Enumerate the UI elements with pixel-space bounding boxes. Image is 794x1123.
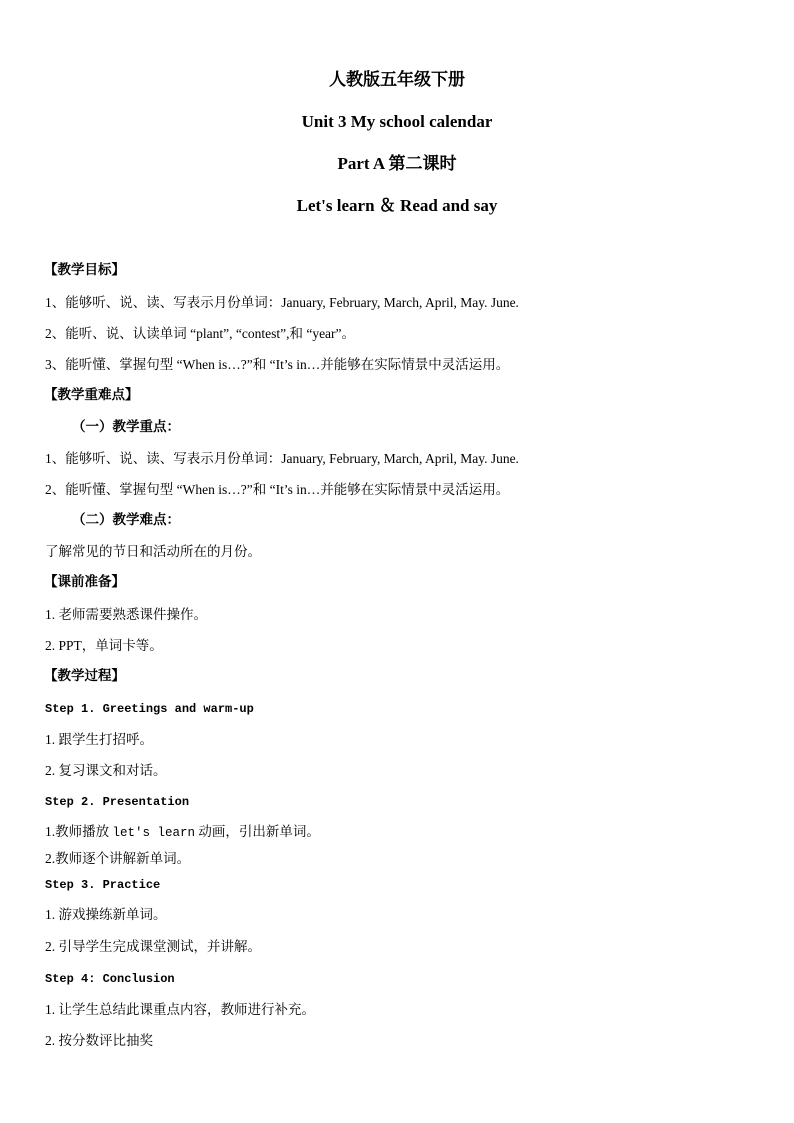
step-item-text: 动画，引出新单词。 [195, 824, 320, 839]
keypoint-item: 2、能听懂、掌握句型 “When is…?”和 “It’s in…并能够在实际情景中灵活运用。 [45, 482, 510, 497]
step-item [45, 825, 320, 840]
objective-item: 1、能够听、说、读、写表示月份单词：January, February, March, April, May. June. [45, 295, 519, 310]
keypoints-heading: 【教学重难点】 [44, 387, 139, 403]
difficulty-text: 了解常见的节日和活动所在的月份。 [45, 544, 261, 559]
step-item: 2. 复习课文和对话。 [45, 763, 167, 778]
preparation-item: 2. PPT，单词卡等。 [45, 638, 163, 653]
difficulty-subheading: （二）教学难点： [72, 512, 180, 528]
step-item-code: let's learn [112, 826, 196, 840]
step-title: Step 2. Presentation [45, 795, 190, 809]
lesson-title: Let's learn ＆ Read and say [296, 196, 498, 215]
preparation-item: 1. 老师需要熟悉课件操作。 [45, 607, 207, 622]
step-title: Step 3. Practice [45, 878, 161, 892]
document-title: 人教版五年级下册 [329, 70, 465, 89]
process-heading: 【教学过程】 [44, 668, 125, 684]
step-item: 1. 跟学生打招呼。 [45, 732, 153, 747]
step-item: 2.教师逐个讲解新单词。 [45, 851, 191, 866]
keypoints-subheading: （一）教学重点： [72, 419, 180, 435]
step-item: 1. 让学生总结此课重点内容，教师进行补充。 [45, 1002, 315, 1017]
step-item: 2. 按分数评比抽奖 [45, 1033, 153, 1048]
step-item-text: 1.教师播放 [45, 824, 113, 839]
keypoint-item: 1、能够听、说、读、写表示月份单词：January, February, March, April, May. June. [45, 451, 519, 466]
objectives-heading: 【教学目标】 [44, 262, 125, 278]
preparation-heading: 【课前准备】 [44, 574, 125, 590]
objective-item: 3、能听懂、掌握句型 “When is…?”和 “It’s in…并能够在实际情景中灵活运用。 [45, 357, 510, 372]
step-title: Step 4: Conclusion [45, 972, 175, 986]
step-item: 2. 引导学生完成课堂测试，并讲解。 [45, 939, 261, 954]
objective-item: 2、能听、说、认读单词 “plant”, “contest”,和 “year”。 [45, 326, 356, 341]
unit-title: Unit 3 My school calendar [301, 112, 493, 131]
part-title: Part A 第二课时 [337, 154, 457, 173]
step-item: 1. 游戏操练新单词。 [45, 907, 167, 922]
step-title: Step 1. Greetings and warm-up [45, 702, 254, 716]
